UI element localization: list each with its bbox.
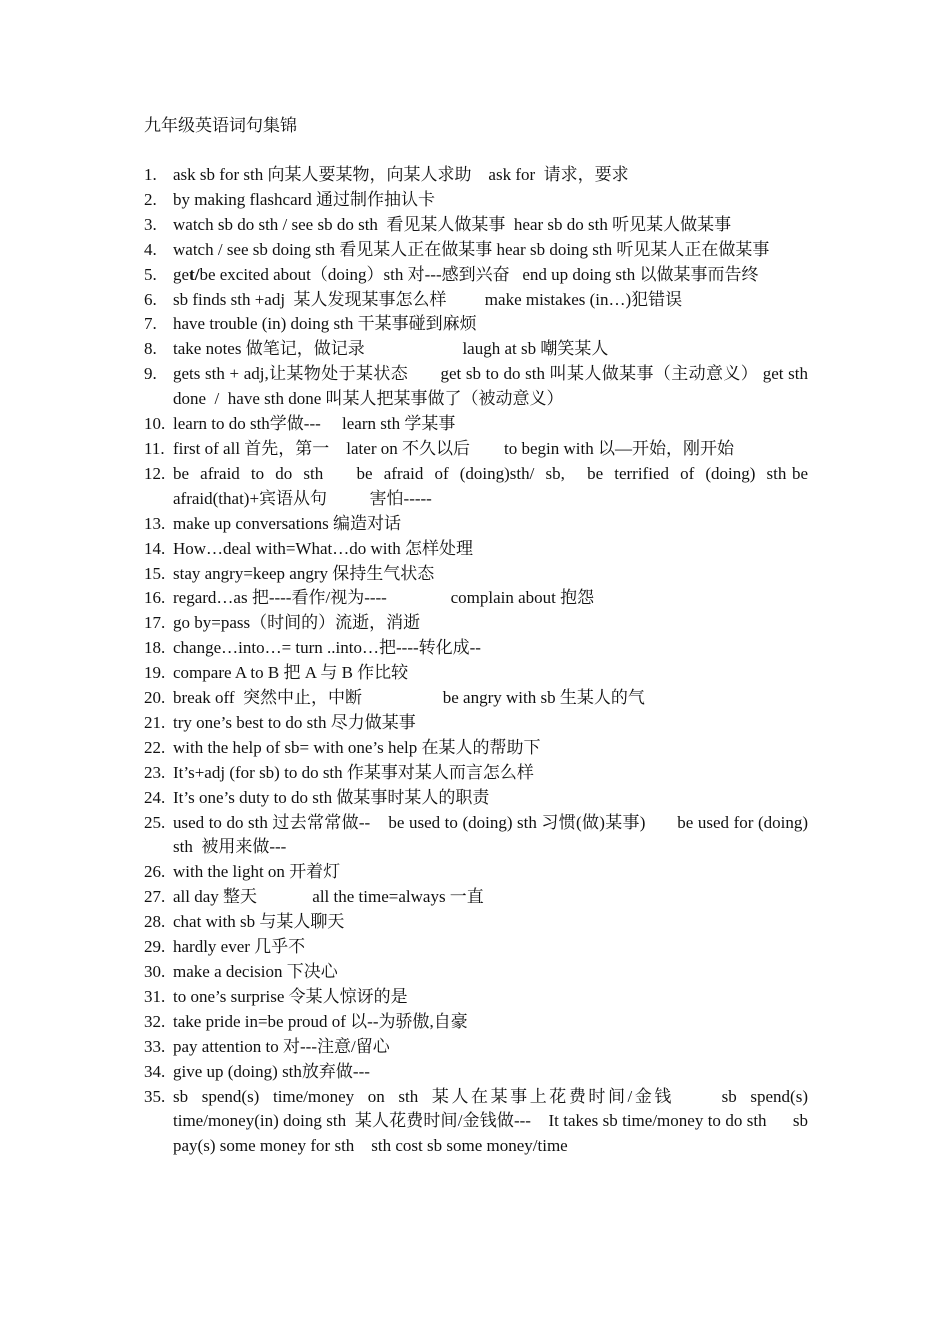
list-item-text xyxy=(173,190,435,209)
list-item-number: 18. xyxy=(144,638,166,658)
list-item xyxy=(144,811,813,861)
list-item-number: 24. xyxy=(144,787,166,807)
list-item xyxy=(144,761,808,786)
list-item xyxy=(144,860,808,885)
list-item-number: 28. xyxy=(144,912,166,932)
text-segment: ge xyxy=(173,264,190,284)
list-item-number: 15. xyxy=(144,563,166,583)
text-segment: learn to do sth学做--- learn sth 学某事 xyxy=(173,414,456,434)
list-item-text xyxy=(173,912,344,931)
list-item-text xyxy=(173,887,484,906)
text-segment: watch sb do sth / see sb do sth 看见某人做某事 hear sb do sth 听见某人做某事 xyxy=(173,214,732,234)
list-item xyxy=(144,636,808,661)
list-item-number: 30. xyxy=(144,962,166,981)
list-item-number: 34. xyxy=(144,1061,166,1081)
list-item xyxy=(144,985,808,1010)
list-item-text xyxy=(173,1062,370,1081)
list-item-text xyxy=(173,364,812,408)
list-item-text xyxy=(173,588,594,607)
list-item-number: 21. xyxy=(144,712,166,732)
list-item-number: 19. xyxy=(144,663,166,683)
text-segment: have trouble (in) doing sth 干某事碰到麻烦 xyxy=(173,314,477,334)
list-item xyxy=(144,786,808,811)
text-segment: take notes 做笔记，做记录 laugh at sb 嘲笑某人 xyxy=(173,339,609,359)
list-item-number: 11. xyxy=(144,438,165,458)
list-item xyxy=(144,1085,813,1160)
list-item xyxy=(144,711,808,736)
list-item xyxy=(144,163,808,188)
list-item-text xyxy=(173,613,420,632)
list-item xyxy=(144,437,808,462)
text-segment: It’s one’s duty to do sth 做某事时某人的职责 xyxy=(173,787,490,807)
list-item xyxy=(144,263,808,288)
list-item-text xyxy=(173,339,608,358)
list-item xyxy=(144,213,808,238)
list-item xyxy=(144,661,808,686)
text-segment: with the help of sb= with one’s help 在某人的帮助下 xyxy=(173,737,541,757)
list-item-number: 32. xyxy=(144,1011,166,1031)
text-segment: be afraid to do sth be afraid of (doing)sth/ sb, be terrified of (doing) sth be afraid(that)+宾语从句 害怕----- xyxy=(173,463,813,508)
list-item-number: 17. xyxy=(144,613,166,633)
text-segment: take pride in=be proud of 以--为骄傲,自豪 xyxy=(173,1011,468,1031)
list-item-text xyxy=(173,564,434,583)
text-segment: first of all 首先，第一 later on 不久以后 to begin with 以—开始，刚开始 xyxy=(173,438,734,458)
text-segment: change…into…= turn ..into…把----转化成-- xyxy=(173,638,481,658)
list-item-text xyxy=(173,539,473,558)
list-item xyxy=(144,1060,808,1085)
list-item xyxy=(144,512,808,537)
list-item-number: 6. xyxy=(144,289,157,309)
list-item xyxy=(144,935,808,960)
list-item-text xyxy=(173,165,629,184)
list-item-text xyxy=(173,987,408,1006)
text-segment: compare A to B 把 A 与 B 作比较 xyxy=(173,663,409,683)
text-segment: pay attention to 对---注意/留心 xyxy=(173,1036,390,1056)
text-segment: make a decision 下决心 xyxy=(173,962,338,981)
list-item-text xyxy=(173,1012,468,1031)
list-item-number: 27. xyxy=(144,887,166,907)
text-segment: stay angry=keep angry 保持生气状态 xyxy=(173,563,435,583)
list-item-number: 23. xyxy=(144,762,166,782)
list-item-number: 2. xyxy=(144,189,157,209)
list-item-text xyxy=(173,788,489,807)
list-item xyxy=(144,238,808,263)
list-item-text xyxy=(173,1037,390,1056)
list-item-number: 12. xyxy=(144,463,166,483)
list-item xyxy=(144,910,808,935)
list-item-text xyxy=(173,763,534,782)
text-segment: with the light on 开着灯 xyxy=(173,862,341,882)
list-item-number: 13. xyxy=(144,513,166,533)
list-item xyxy=(144,562,808,587)
text-segment: try one’s best to do sth 尽力做某事 xyxy=(173,712,416,732)
list-item-number: 10. xyxy=(144,414,166,434)
text-segment: regard…as 把----看作/视为---- complain about 抱怨 xyxy=(173,588,595,608)
list-item-text xyxy=(173,813,812,857)
list-item-number: 9. xyxy=(144,364,157,384)
text-segment: all day 整天 all the time=always 一直 xyxy=(173,887,484,907)
text-segment: hardly ever 几乎不 xyxy=(173,937,306,957)
list-item-text xyxy=(173,439,734,458)
text-segment: ask sb for sth 向某人要某物，向某人求助 ask for 请求，要求 xyxy=(173,165,629,184)
list-item-number: 20. xyxy=(144,688,166,708)
list-item-number: 22. xyxy=(144,737,166,757)
list-item-text xyxy=(173,663,408,682)
text-segment: How…deal with=What…do with 怎样处理 xyxy=(173,538,473,558)
text-segment: be excited about（doing）sth 对---感到兴奋 end up doing sth 以做某事而告终 xyxy=(199,264,759,284)
text-segment: go by=pass（时间的）流逝，消逝 xyxy=(173,613,421,633)
list-item-text xyxy=(173,464,812,508)
text-segment: chat with sb 与某人聊天 xyxy=(173,912,345,932)
list-item xyxy=(144,1010,808,1035)
list-item-number: 8. xyxy=(144,339,157,359)
list-item xyxy=(144,885,808,910)
text-segment: by making flashcard 通过制作抽认卡 xyxy=(173,189,436,209)
text-segment: used to do sth 过去常常做-- be used to (doing) sth 习惯(做)某事) be used for (doing) sth 被用来做--- xyxy=(173,812,813,857)
list-item xyxy=(144,188,808,213)
list-item xyxy=(144,960,808,985)
list-item-text xyxy=(173,265,759,284)
list-item xyxy=(144,312,808,337)
list-item xyxy=(144,611,808,636)
list-item-number: 25. xyxy=(144,812,166,832)
document-title: 九年级英语词句集锦 xyxy=(144,116,297,135)
list-item-text xyxy=(173,638,481,657)
text-segment: watch / see sb doing sth 看见某人正在做某事 hear sb doing sth 听见某人正在做某事 xyxy=(173,239,770,259)
bold-text-segment: t/ xyxy=(189,264,200,284)
list-item-number: 3. xyxy=(144,214,157,234)
list-item xyxy=(144,586,808,611)
list-item-text xyxy=(173,1087,812,1156)
list-item-number: 7. xyxy=(144,314,157,334)
list-item-text xyxy=(173,240,769,259)
text-segment: sb spend(s) time/money on sth 某人在某事上花费时间/金钱 sb spend(s) time/money(in) doing sth 某人花费时间/金钱做--- It takes sb time/money to do sth sb pay(s) some money for sth sth cost sb some money/time xyxy=(173,1086,813,1156)
list-item-text xyxy=(173,862,340,881)
list-item-text xyxy=(173,713,416,732)
text-segment: give up (doing) sth放弃做--- xyxy=(173,1061,370,1081)
list-item-number: 5. xyxy=(144,264,157,284)
list-item xyxy=(144,686,808,711)
list-item-text xyxy=(173,738,541,757)
list-item-number: 16. xyxy=(144,588,166,608)
list-item-number: 29. xyxy=(144,937,166,957)
list-item xyxy=(144,337,808,362)
list-item-text xyxy=(173,514,401,533)
list-item xyxy=(144,537,808,562)
text-segment: gets sth + adj,让某物处于某状态 get sb to do sth 叫某人做某事（主动意义） get sth done / have sth done 叫某人把某事做了（被动意义） xyxy=(173,364,813,409)
list-item-text xyxy=(173,215,731,234)
text-segment: make up conversations 编造对话 xyxy=(173,513,402,533)
list-item-number: 31. xyxy=(144,986,166,1006)
list-item-text xyxy=(173,314,477,333)
list-item xyxy=(144,1035,808,1060)
list-item-number: 4. xyxy=(144,239,157,259)
list-item-number: 1. xyxy=(144,165,157,184)
phrase-list xyxy=(144,163,813,1159)
list-item xyxy=(144,462,813,512)
list-item xyxy=(144,288,808,313)
text-segment: It’s+adj (for sb) to do sth 作某事对某人而言怎么样 xyxy=(173,762,534,782)
list-item-text xyxy=(173,937,305,956)
list-item xyxy=(144,412,808,437)
text-segment: to one’s surprise 令某人惊讶的是 xyxy=(173,986,408,1006)
list-item-number: 33. xyxy=(144,1036,166,1056)
list-item-text xyxy=(173,290,682,309)
list-item xyxy=(144,736,808,761)
list-item-text xyxy=(173,962,338,981)
list-item-number: 35. xyxy=(144,1086,166,1106)
text-segment: break off 突然中止，中断 be angry with sb 生某人的气 xyxy=(173,688,645,708)
list-item xyxy=(144,362,813,412)
list-item-number: 26. xyxy=(144,862,166,882)
text-segment: sb finds sth +adj 某人发现某事怎么样 make mistakes (in…)犯错误 xyxy=(173,289,683,309)
list-item-text xyxy=(173,688,645,707)
list-item-number: 14. xyxy=(144,538,166,558)
list-item-text xyxy=(173,414,455,433)
